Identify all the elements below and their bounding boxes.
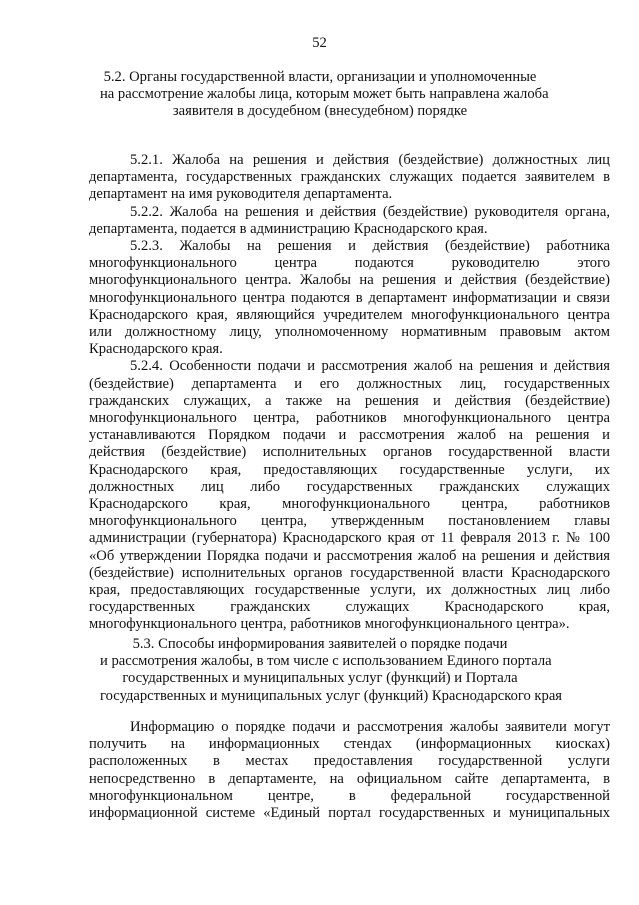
text-line: департамент на имя руководителя департамента. (89, 186, 393, 203)
text-line: действия (бездействие) исполнительных органов государственной власти (89, 444, 610, 461)
heading-line: 5.2. Органы государственной власти, организации и уполномоченные (103, 69, 537, 85)
text-line: 5.2.1. Жалоба на решения и действия (бездействие) должностных лиц (130, 152, 610, 168)
text-line: должностных лиц либо государственных гражданских служащих (89, 478, 610, 495)
text-line: департамента, государственных гражданских служащих подается заявителем в (89, 169, 610, 186)
text-line: департамента, подается в администрацию Краснодарского края. (89, 220, 488, 237)
text-line: многофункционального центра. Жалобы на решения и действия (бездействие) (89, 272, 610, 289)
text-line: гражданских служащих, а также на решения и действия (бездействие) (89, 392, 610, 409)
section-5-3-body (89, 719, 610, 822)
text-line: многофункционального центра, работников многофункционального центра (89, 410, 610, 427)
text-line: государственных гражданских служащих Краснодарского края, (89, 599, 610, 616)
text-line: или должностному лицу, уполномоченному нормативным правовым актом (89, 324, 610, 341)
text-line: 5.2.3. Жалобы на решения и действия (бездействие) работника (130, 238, 610, 255)
text-line: Краснодарского края, предоставляющих государственные услуги, их (89, 461, 610, 478)
text-line: Информацию о порядке подачи и рассмотрения жалобы заявители могут (130, 719, 610, 735)
text-line: многофункциональном центре, в федеральной государственной (89, 787, 610, 804)
heading-line: на рассмотрение жалобы лица, которым может быть направлена жалоба (100, 86, 549, 103)
section-5-2-body (89, 152, 610, 634)
heading-line: государственных и муниципальных услуг (функций) Краснодарского края (100, 687, 563, 704)
heading-line: 5.3. Способы информирования заявителей о порядке подачи (132, 636, 508, 652)
text-line: устанавливаются Порядком подачи и рассмотрения жалоб на решения и (89, 427, 610, 444)
text-line: Краснодарского края. (89, 341, 223, 358)
text-line: 5.2.2. Жалоба на решения и действия (бездействие) руководителя органа, (130, 203, 610, 220)
text-line: (бездействие) исполнительных органов государственной власти Краснодарского (89, 564, 610, 581)
section-5-3-heading (100, 636, 563, 705)
text-line: многофункционального центра подаются в департамент информатизации и связи (89, 289, 610, 306)
page-number: 52 (312, 35, 327, 51)
text-line: «Об утверждении Порядка подачи и рассмотрения жалоб на решения и действия (89, 547, 610, 564)
text-line: (бездействие) департамента и его должностных лиц, государственных (89, 375, 610, 392)
text-line: непосредственно в департаменте, на официальном сайте департамента, в (89, 770, 610, 787)
heading-line: заявителя в досудебном (внесудебном) порядке (172, 103, 468, 120)
text-line: Краснодарского края, многофункционального центра, работников (89, 496, 610, 513)
text-line: многофункционального центра, утвержденным постановлением главы (89, 513, 610, 530)
text-line: многофункционального центра, работников многофункционального центра». (89, 616, 570, 633)
text-line: информационной системе «Единый портал государственных и муниципальных (89, 805, 610, 822)
heading-line: и рассмотрения жалобы, в том числе с использованием Единого портала (100, 653, 552, 670)
heading-line: государственных и муниципальных услуг (функций) и Портала (122, 670, 518, 687)
text-line: многофункционального центра подаются руководителю этого (89, 255, 610, 272)
text-line: 5.2.4. Особенности подачи и рассмотрения жалоб на решения и действия (130, 358, 610, 375)
text-line: края, предоставляющих государственные услуги, их должностных лиц либо (89, 582, 610, 599)
text-line: администрации (губернатора) Краснодарского края от 11 февраля 2013 г. № 100 (89, 530, 610, 547)
text-line: Краснодарского края, являющийся учредителем многофункционального центра (89, 306, 610, 323)
text-line: расположенных в местах предоставления государственной услуги (89, 753, 610, 770)
section-5-2-heading (100, 69, 549, 121)
text-line: получить на информационных стендах (информационных киосках) (89, 736, 610, 753)
